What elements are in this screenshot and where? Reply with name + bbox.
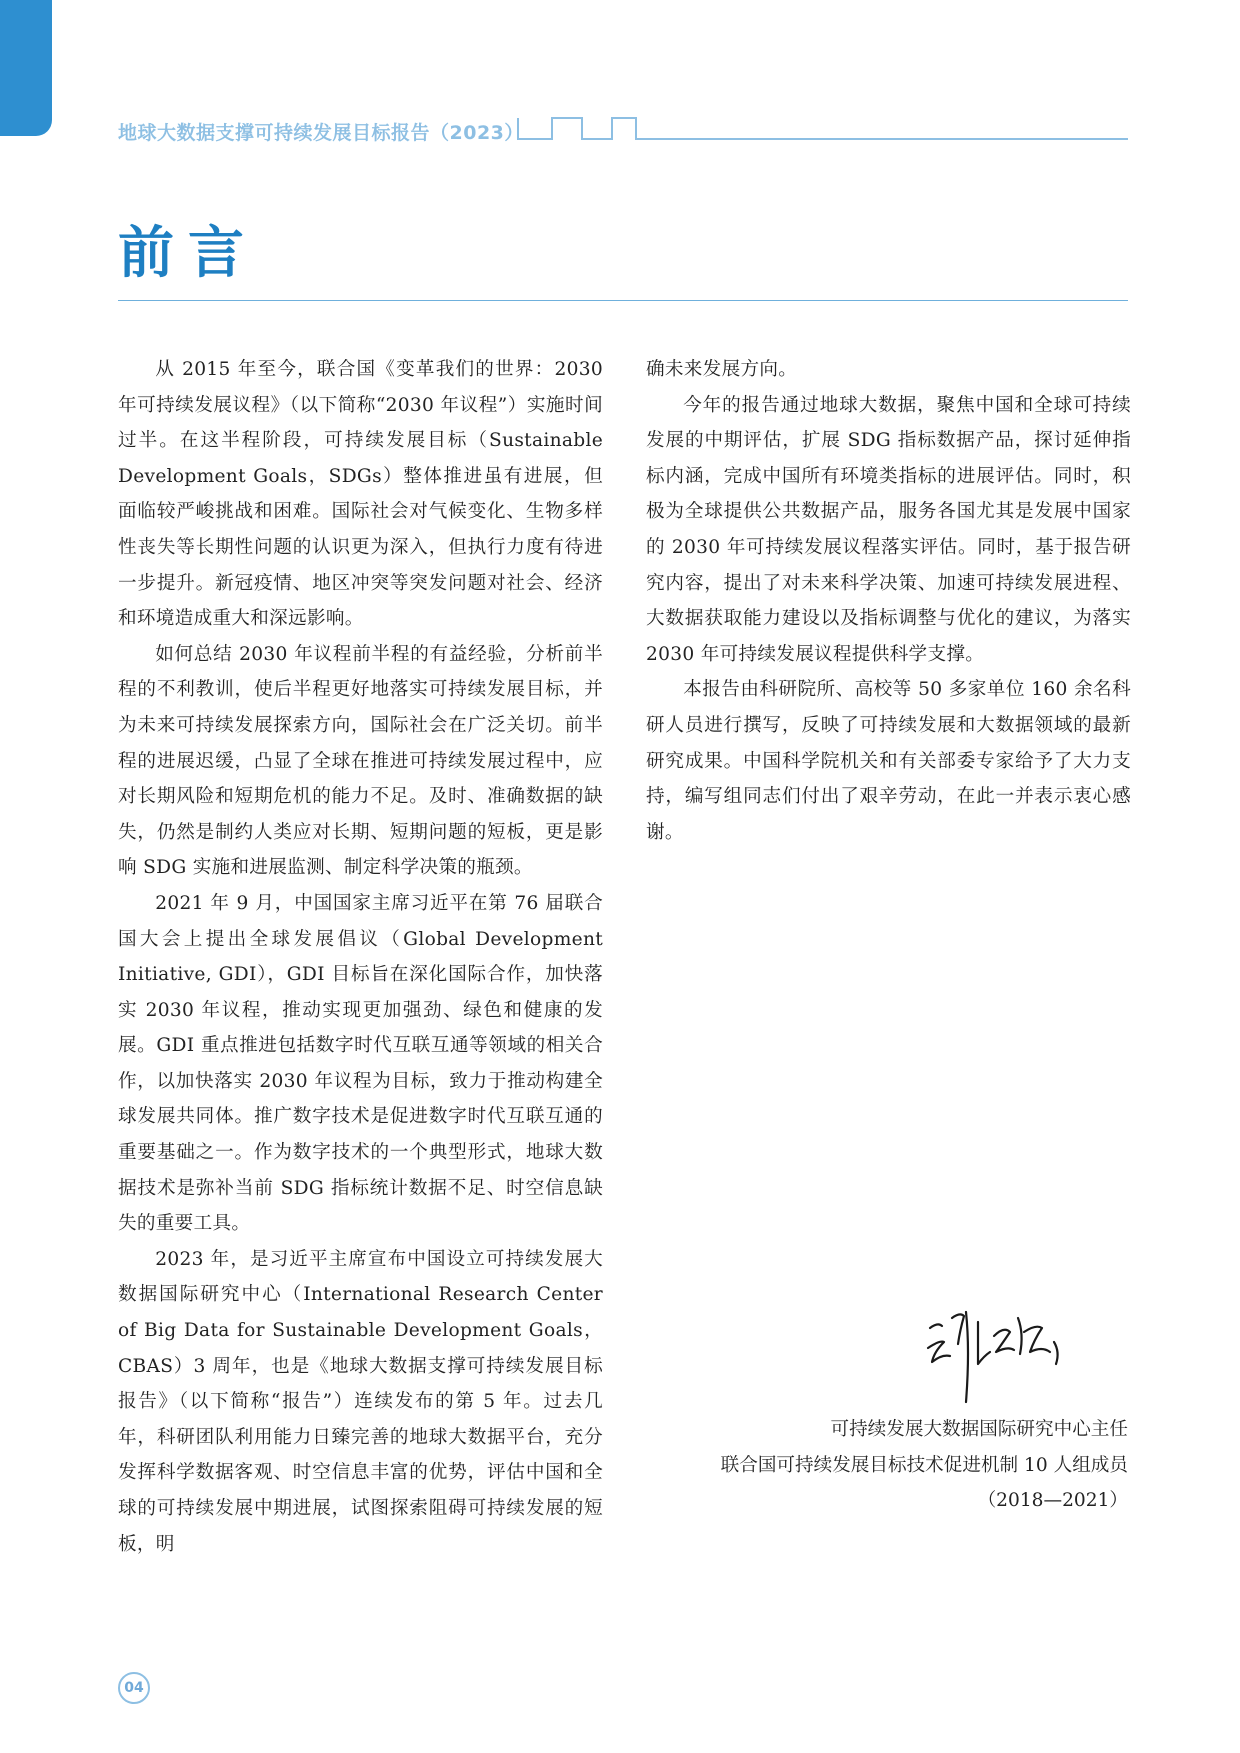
signoff-term: （2018—2021） bbox=[977, 1490, 1128, 1512]
handwritten-signature bbox=[920, 1290, 1070, 1410]
paragraph: 从 2015 年至今，联合国《变革我们的世界：2030 年可持续发展议程》（以下简称“2030 年议程”）实施时间过半。在这半程阶段，可持续发展目标（Sustainable Development Goals，SDGs）整体推进虽有进展，但面临较严峻挑战和困难。国际社会对气候变化、生物多样性丧失等长期性问题的认识更为深入，但执行力度有待进一步提升。新冠疫情、地区冲突等突发问题对社会、经济和环境造成重大和深远影响。 bbox=[118, 359, 603, 630]
paragraph: 如何总结 2030 年议程前半程的有益经验，分析前半程的不利教训，使后半程更好地落实可持续发展目标，并为未来可持续发展探索方向，国际社会在广泛关切。前半程的进展迟缓，凸显了全球在推进可持续发展过程中，应对长期风险和短期危机的能力不足。及时、准确数据的缺失，仍然是制约人类应对长期、短期问题的短板，更是影响 SDG 实施和进展监测、制定科学决策的瓶颈。 bbox=[118, 643, 603, 879]
paragraph: 本报告由科研院所、高校等 50 多家单位 160 余名科研人员进行撰写，反映了可持续发展和大数据领域的最新研究成果。中国科学院机关和有关部委专家给予了大力支持，编写组同志们付出了艰辛劳动，在此一并表示衷心感谢。 bbox=[646, 679, 1131, 843]
paragraph: 2021 年 9 月，中国国家主席习近平在第 76 届联合国大会上提出全球发展倡议（Global Development Initiative, GDI），GDI 目标旨在深化国际合作，加快落实 2030 年议程，推动实现更加强劲、绿色和健康的发展。GDI 重点推进包括数字时代互联互通等领域的相关合作，以加快落实 2030 年议程为目标，致力于推动构建全球发展共同体。推广数字技术是促进数字时代互联互通的重要基础之一。作为数字技术的一个典型形式，地球大数据技术是弥补当前 SDG 指标统计数据不足、时空信息缺失的重要工具。 bbox=[118, 892, 603, 1235]
signoff-block bbox=[640, 1412, 1128, 1519]
running-title: 地球大数据支撑可持续发展目标报告（2023） bbox=[118, 122, 524, 144]
running-header bbox=[118, 116, 1128, 148]
page-number: 04 bbox=[118, 1672, 150, 1704]
corner-tab bbox=[0, 0, 52, 136]
text-column-left bbox=[118, 352, 603, 1562]
text-column-right bbox=[646, 352, 1131, 850]
header-ornament bbox=[516, 116, 1128, 146]
heading-rule bbox=[118, 300, 1128, 301]
page-heading: 前言 bbox=[118, 221, 258, 286]
signoff-title: 可持续发展大数据国际研究中心主任 bbox=[830, 1419, 1128, 1440]
paragraph: 今年的报告通过地球大数据，聚焦中国和全球可持续发展的中期评估，扩展 SDG 指标数据产品，探讨延伸指标内涵，完成中国所有环境类指标的进展评估。同时，积极为全球提供公共数据产品，服务各国尤其是发展中国家的 2030 年可持续发展议程落实评估。同时，基于报告研究内容，提出了对未来科学决策、加速可持续发展进程、大数据获取能力建设以及指标调整与优化的建议，为落实 2030 年可持续发展议程提供科学支撑。 bbox=[646, 394, 1131, 665]
paragraph: 2023 年，是习近平主席宣布中国设立可持续发展大数据国际研究中心（International Research Center of Big Data for Sustainable Development Goals，CBAS）3 周年，也是《地球大数据支撑可持续发展目标报告》（以下简称“报告”）连续发布的第 5 年。过去几年，科研团队利用能力日臻完善的地球大数据平台，充分发挥科学数据客观、时空信息丰富的优势，评估中国和全球的可持续发展中期进展，试图探索阻碍可持续发展的短板，明 bbox=[118, 1248, 603, 1555]
paragraph-continuation: 确未来发展方向。 bbox=[646, 359, 798, 380]
signoff-membership: 联合国可持续发展目标技术促进机制 10 人组成员 bbox=[720, 1454, 1128, 1476]
